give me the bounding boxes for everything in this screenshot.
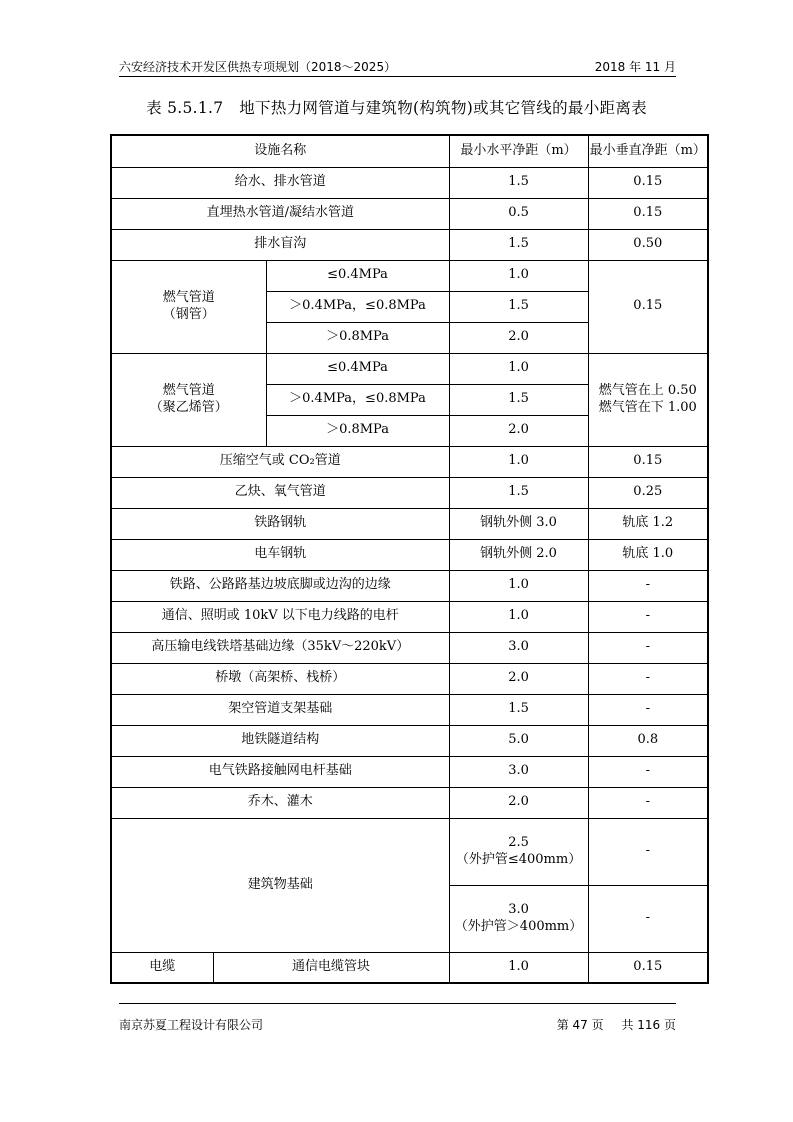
table-row [111, 632, 708, 663]
gas-pe-name [111, 353, 266, 446]
pressure-range: ≤0.4MPa [266, 260, 449, 291]
row-horizontal: 1.0 [449, 260, 588, 291]
document-title: 六安经济技术开发区供热专项规划（2018～2025） [119, 60, 397, 74]
table-row [111, 167, 708, 198]
table-row [111, 446, 708, 477]
pressure-range: ＞0.8MPa [266, 415, 449, 446]
gas-steel-name [111, 260, 266, 353]
building-h1-value: 2.5 [508, 835, 529, 851]
row-horizontal: 1.0 [449, 353, 588, 384]
row-name: 乙炔、氧气管道 [111, 477, 449, 508]
gas-pe-vertical-line1: 燃气管在上 0.50 [598, 383, 697, 399]
table-row [111, 198, 708, 229]
row-horizontal: 5.0 [449, 725, 588, 756]
row-name: 给水、排水管道 [111, 167, 449, 198]
row-vertical: - [588, 756, 708, 787]
gas-steel-name-line1: 燃气管道 [162, 290, 215, 306]
gas-pe-vertical [588, 353, 708, 446]
gas-pe-name-line1: 燃气管道 [162, 383, 215, 399]
row-horizontal: 2.0 [449, 415, 588, 446]
table-row [111, 477, 708, 508]
building-h1-note: （外护管≤400mm） [455, 851, 582, 867]
row-vertical: 0.15 [588, 198, 708, 229]
company-name: 南京苏夏工程设计有限公司 [119, 1018, 264, 1032]
pressure-range: ≤0.4MPa [266, 353, 449, 384]
row-vertical: 0.50 [588, 229, 708, 260]
row-horizontal: 2.0 [449, 322, 588, 353]
document-date: 2018 年 11 月 [594, 60, 676, 74]
row-vertical: 0.15 [588, 952, 708, 983]
row-vertical: 轨底 1.2 [588, 508, 708, 539]
header-vertical: 最小垂直净距（m） [588, 135, 708, 167]
row-horizontal: 1.0 [449, 952, 588, 983]
gas-pe-name-line2: （聚乙烯管） [149, 399, 228, 415]
table-row [111, 663, 708, 694]
cable-sub: 通信电缆管块 [213, 952, 449, 983]
building-h2-note: （外护管＞400mm） [454, 918, 583, 934]
page-total: 共 116 页 [621, 1018, 676, 1032]
pressure-range: ＞0.4MPa，≤0.8MPa [266, 291, 449, 322]
table-row [111, 952, 708, 983]
table-row [111, 539, 708, 570]
page-number: 第 47 页 [556, 1018, 604, 1032]
page-footer [119, 1003, 676, 1032]
distance-table [110, 134, 709, 984]
table-row [111, 725, 708, 756]
row-horizontal: 1.5 [449, 694, 588, 725]
table-title: 表 5.5.1.7 地下热力网管道与建筑物(构筑物)或其它管线的最小距离表 [146, 99, 647, 117]
page-info [543, 1016, 676, 1033]
table-row [111, 570, 708, 601]
table-row [111, 756, 708, 787]
row-name: 桥墩（高架桥、栈桥） [111, 663, 449, 694]
row-horizontal: 钢轨外侧 3.0 [449, 508, 588, 539]
gas-steel-name-line2: （钢管） [162, 306, 215, 322]
row-horizontal: 3.0 [449, 632, 588, 663]
row-name: 压缩空气或 CO₂管道 [111, 446, 449, 477]
row-horizontal: 3.0 [449, 756, 588, 787]
table-row [111, 818, 708, 885]
row-name: 通信、照明或 10kV 以下电力线路的电杆 [111, 601, 449, 632]
header-horizontal: 最小水平净距（m） [449, 135, 588, 167]
row-horizontal: 1.0 [449, 446, 588, 477]
table-header-row [111, 135, 708, 167]
table-row [111, 601, 708, 632]
row-vertical: - [588, 570, 708, 601]
row-horizontal: 钢轨外侧 2.0 [449, 539, 588, 570]
row-name: 高压输电线铁塔基础边缘（35kV～220kV） [111, 632, 449, 663]
row-name: 排水盲沟 [111, 229, 449, 260]
row-vertical: - [588, 632, 708, 663]
building-h2-value: 3.0 [508, 902, 529, 918]
row-name: 铁路、公路路基边坡底脚或边沟的边缘 [111, 570, 449, 601]
table-row [111, 353, 708, 384]
row-horizontal: 1.0 [449, 570, 588, 601]
row-vertical: 轨底 1.0 [588, 539, 708, 570]
pressure-range: ＞0.8MPa [266, 322, 449, 353]
building-vertical-2: - [588, 885, 708, 952]
pressure-range: ＞0.4MPa，≤0.8MPa [266, 384, 449, 415]
building-horizontal-1 [449, 818, 588, 885]
row-name: 地铁隧道结构 [111, 725, 449, 756]
row-horizontal: 1.5 [449, 229, 588, 260]
building-vertical-1: - [588, 818, 708, 885]
row-vertical: 0.8 [588, 725, 708, 756]
building-name: 建筑物基础 [111, 818, 449, 952]
table-row [111, 694, 708, 725]
row-horizontal: 1.5 [449, 291, 588, 322]
building-horizontal-2 [449, 885, 588, 952]
row-horizontal: 2.0 [449, 787, 588, 818]
row-horizontal: 1.5 [449, 477, 588, 508]
header-name: 设施名称 [111, 135, 449, 167]
row-vertical: 0.15 [588, 446, 708, 477]
table-row [111, 508, 708, 539]
table-row [111, 787, 708, 818]
table-row [111, 229, 708, 260]
row-name: 架空管道支架基础 [111, 694, 449, 725]
row-horizontal: 0.5 [449, 198, 588, 229]
row-vertical: 0.25 [588, 477, 708, 508]
row-vertical: - [588, 663, 708, 694]
row-name: 乔木、灌木 [111, 787, 449, 818]
row-vertical: - [588, 787, 708, 818]
row-name: 电气铁路接触网电杆基础 [111, 756, 449, 787]
row-horizontal: 1.0 [449, 601, 588, 632]
gas-pe-vertical-line2: 燃气管在下 1.00 [598, 399, 697, 415]
row-horizontal: 1.5 [449, 167, 588, 198]
gas-steel-vertical: 0.15 [588, 260, 708, 353]
table-row [111, 260, 708, 291]
row-vertical: - [588, 601, 708, 632]
row-name: 电车钢轨 [111, 539, 449, 570]
row-horizontal: 2.0 [449, 663, 588, 694]
row-horizontal: 1.5 [449, 384, 588, 415]
row-vertical: 0.15 [588, 167, 708, 198]
row-vertical: - [588, 694, 708, 725]
page-header [119, 56, 676, 77]
cable-name: 电缆 [111, 952, 213, 983]
row-name: 直埋热水管道/凝结水管道 [111, 198, 449, 229]
row-name: 铁路钢轨 [111, 508, 449, 539]
